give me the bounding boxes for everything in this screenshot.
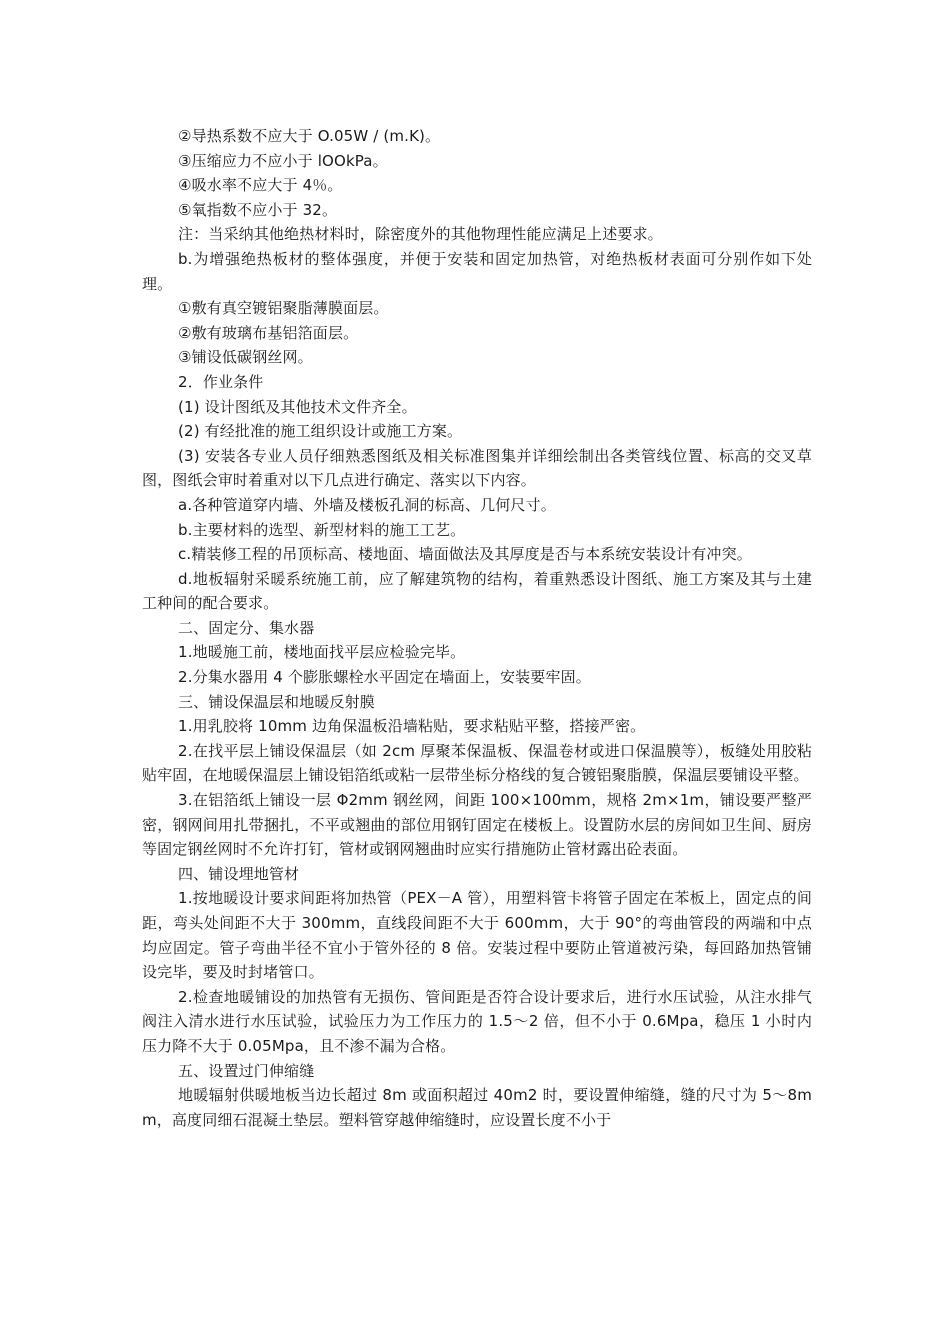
paragraph: 1.按地暖设计要求间距将加热管（PEX－A 管），用塑料管卡将管子固定在苯板上，固定点的间距，弯头处间距不大于 300mm，直线段间距不大于 600mm，大于 90°的弯曲管段的两端和中点均应固定。管子弯曲半径不宜小于管外径的 8 倍。安装过程中要防止管道被污染，每回路加热管铺设完毕，要及时封堵管口。 bbox=[142, 889, 812, 982]
paragraph: ①敷有真空镀铝聚脂薄膜面层。 bbox=[178, 299, 389, 318]
paragraph: 1.地暖施工前，楼地面找平层应检验完毕。 bbox=[178, 643, 466, 662]
paragraph: ②敷有玻璃布基铝箔面层。 bbox=[178, 323, 359, 342]
document-body bbox=[142, 124, 812, 1132]
paragraph: b.为增强绝热板材的整体强度，并便于安装和固定加热管，对绝热板材表面可分别作如下处理。 bbox=[142, 249, 812, 293]
paragraph: 3.在铝箔纸上铺设一层 Φ2mm 钢丝网，间距 100×100mm，规格 2m×1m，铺设要严整严密，钢网间用扎带捆扎，不平或翘曲的部位用钢钉固定在楼板上。设置防水层的房间如卫生间、厨房等固定钢丝网时不允许打钉，管材或钢网翘曲时应实行措施防止管材露出砼表面。 bbox=[142, 791, 812, 859]
section-heading: 二、固定分、集水器 bbox=[178, 618, 315, 637]
paragraph: ④吸水率不应大于 4％。 bbox=[178, 176, 343, 195]
paragraph: (2) 有经批准的施工组织设计或施工方案。 bbox=[178, 422, 463, 441]
section-heading: 五、设置过门伸缩缝 bbox=[178, 1061, 315, 1080]
section-heading: 四、铺设埋地管材 bbox=[178, 864, 300, 883]
paragraph: ⑤氧指数不应小于 32。 bbox=[178, 200, 338, 219]
paragraph: ③压缩应力不应小于 lOOkPa。 bbox=[178, 151, 388, 170]
paragraph: 2.分集水器用 4 个膨胀螺栓水平固定在墙面上，安装要牢固。 bbox=[178, 668, 591, 687]
section-heading: 2．作业条件 bbox=[178, 372, 264, 391]
paragraph: (1) 设计图纸及其他技术文件齐全。 bbox=[178, 397, 417, 416]
paragraph: d.地板辐射采暖系统施工前，应了解建筑物的结构，着重熟悉设计图纸、施工方案及其与土建工种间的配合要求。 bbox=[142, 569, 812, 613]
section-heading: 三、铺设保温层和地暖反射膜 bbox=[178, 692, 375, 711]
paragraph: 2.检查地暖铺设的加热管有无损伤、管间距是否符合设计要求后，进行水压试验，从注水排气阀注入清水进行水压试验，试验压力为工作压力的 1.5～2 倍，但不小于 0.6Mpa，稳压 1 小时内压力降不大于 0.05Mpa，且不渗不漏为合格。 bbox=[142, 987, 812, 1055]
paragraph: ②导热系数不应大于 O.05W / (m.K)。 bbox=[178, 127, 441, 145]
note-paragraph: 注：当采纳其他绝热材料时，除密度外的其他物理性能应满足上述要求。 bbox=[178, 225, 663, 244]
paragraph: c.精装修工程的吊顶标高、楼地面、墙面做法及其厚度是否与本系统安装设计有冲突。 bbox=[178, 545, 752, 564]
paragraph: a.各种管道穿内墙、外墙及楼板孔洞的标高、几何尺寸。 bbox=[178, 495, 556, 514]
paragraph: ③铺设低碳钢丝网。 bbox=[178, 348, 313, 367]
paragraph: 1.用乳胶将 10mm 边角保温板沿墙粘贴，要求粘贴平整，搭接严密。 bbox=[178, 717, 646, 736]
paragraph: 地暖辐射供暖地板当边长超过 8m 或面积超过 40m2 时，要设置伸缩缝，缝的尺寸为 5～8mm，高度同细石混凝土垫层。塑料管穿越伸缩缝时，应设置长度不小于 bbox=[142, 1086, 812, 1129]
paragraph: 2.在找平层上铺设保温层（如 2cm 厚聚苯保温板、保温卷材或进口保温膜等），板缝处用胶粘贴牢固，在地暖保温层上铺设铝箔纸或粘一层带坐标分格线的复合镀铝聚脂膜，保温层要铺设平整。 bbox=[142, 741, 812, 785]
paragraph: (3) 安装各专业人员仔细熟悉图纸及相关标准图集并详细绘制出各类管线位置、标高的交叉草图，图纸会审时着重对以下几点进行确定、落实以下内容。 bbox=[142, 446, 812, 490]
paragraph: b.主要材料的选型、新型材料的施工工艺。 bbox=[178, 520, 466, 539]
